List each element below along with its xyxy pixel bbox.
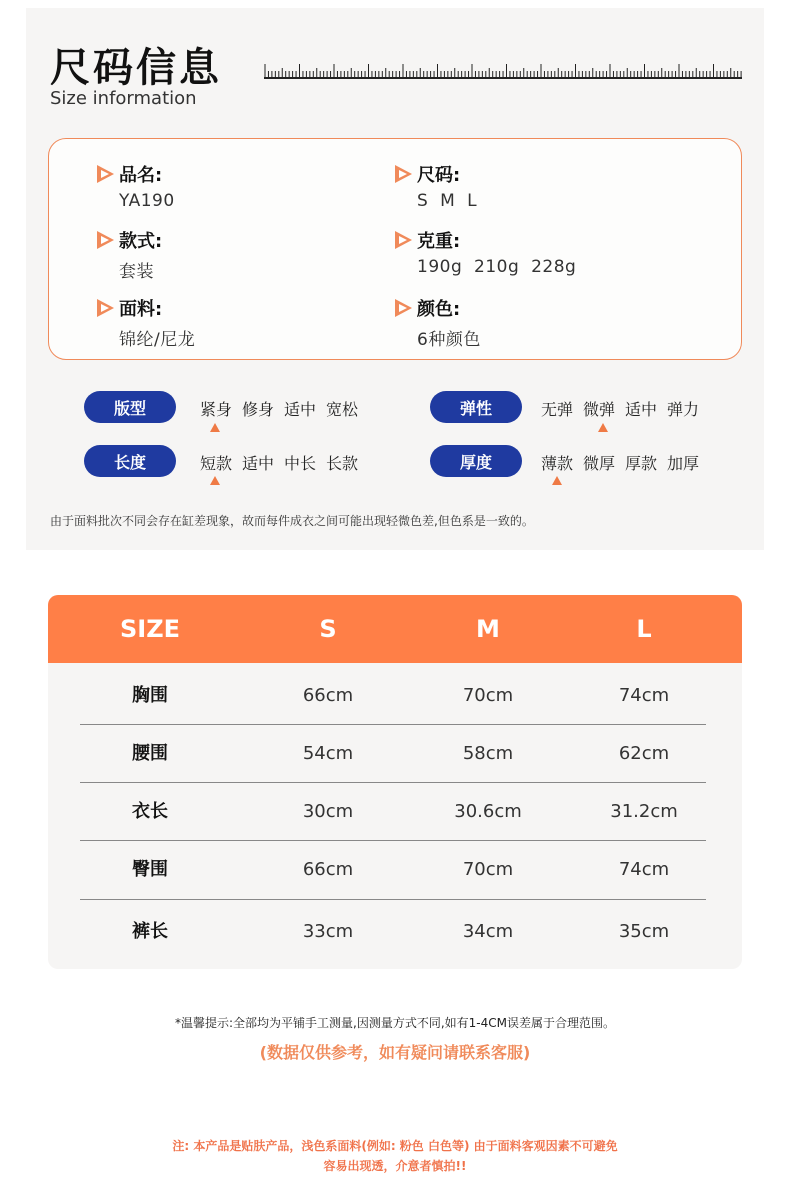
cell-m: 70cm — [462, 685, 514, 706]
info-fabric-label: 面料: — [119, 299, 163, 320]
size-table-header — [48, 595, 742, 663]
cell-s: 66cm — [302, 859, 354, 880]
product-info-box — [48, 138, 742, 360]
info-name — [95, 161, 175, 211]
info-color-value: 6种颜色 — [417, 330, 481, 350]
info-size-label: 尺码: — [417, 165, 461, 186]
info-weight-label: 克重: — [417, 231, 461, 252]
thickness-option: 微厚 — [583, 454, 616, 473]
info-color-label: 颜色: — [417, 299, 461, 320]
play-arrow-icon — [95, 298, 115, 318]
header-s: S — [319, 615, 337, 643]
cell-m: 70cm — [462, 859, 514, 880]
cell-l: 31.2cm — [610, 801, 678, 822]
warning-line-2: 容易出现透，介意者慎拍!! — [323, 1159, 467, 1173]
info-style — [95, 227, 162, 282]
play-arrow-icon — [393, 298, 413, 318]
thickness-selected-marker — [552, 476, 562, 485]
row-divider — [80, 899, 706, 900]
page-subtitle: Size information — [50, 88, 197, 109]
play-arrow-icon — [393, 164, 413, 184]
row-label: 腰围 — [132, 743, 168, 764]
cell-m: 30.6cm — [454, 801, 522, 822]
info-size-value: S M L — [417, 191, 478, 211]
elasticity-pill: 弹性 — [430, 391, 522, 423]
batch-color-note: 由于面料批次不同会存在缸差现象，故而每件成衣之间可能出现轻微色差,但色系是一致的。 — [50, 514, 534, 528]
header-l: L — [636, 615, 652, 643]
length-options — [200, 451, 368, 474]
fit-option: 修身 — [242, 400, 275, 419]
elasticity-option: 无弹 — [541, 400, 574, 419]
elasticity-option: 微弹 — [583, 400, 616, 419]
elasticity-options — [541, 397, 709, 420]
info-style-label: 款式: — [119, 231, 163, 252]
length-option: 短款 — [200, 454, 233, 473]
row-label: 臀围 — [132, 859, 168, 880]
cell-l: 35cm — [618, 921, 670, 942]
transparency-warning — [0, 1136, 790, 1176]
row-label: 裤长 — [132, 921, 168, 942]
length-pill: 长度 — [84, 445, 176, 477]
cell-s: 30cm — [302, 801, 354, 822]
length-option: 中长 — [284, 454, 317, 473]
play-arrow-icon — [95, 230, 115, 250]
page-title: 尺码信息 — [50, 45, 222, 91]
fit-selected-marker — [210, 423, 220, 432]
cell-l: 74cm — [618, 859, 670, 880]
table-row — [48, 783, 742, 841]
cell-s: 54cm — [302, 743, 354, 764]
info-weight-value: 190g 210g 228g — [417, 257, 577, 277]
thickness-option: 加厚 — [667, 454, 700, 473]
row-label: 衣长 — [132, 801, 168, 822]
elasticity-selected-marker — [598, 423, 608, 432]
fit-option: 适中 — [284, 400, 317, 419]
thickness-pill: 厚度 — [430, 445, 522, 477]
warning-line-1: 注: 本产品是贴肤产品，浅色系面料(例如: 粉色 白色等) 由于面料客观因素不可避免 — [172, 1139, 618, 1153]
length-option: 长款 — [326, 454, 359, 473]
info-fabric — [95, 295, 195, 350]
fit-option: 紧身 — [200, 400, 233, 419]
elasticity-option: 适中 — [625, 400, 658, 419]
info-color — [393, 295, 481, 350]
measurement-tip: *温馨提示:全部均为平铺手工测量,因测量方式不同,如有1-4CM误差属于合理范围。 — [174, 1016, 615, 1030]
cell-s: 33cm — [302, 921, 354, 942]
header-size: SIZE — [119, 615, 181, 643]
cell-l: 62cm — [618, 743, 670, 764]
fit-option: 宽松 — [326, 400, 359, 419]
table-row — [48, 841, 742, 899]
info-fabric-value: 锦纶/尼龙 — [119, 330, 196, 350]
cell-s: 66cm — [302, 685, 354, 706]
cell-m: 58cm — [462, 743, 514, 764]
reference-note: (数据仅供参考，如有疑问请联系客服) — [259, 1043, 531, 1062]
table-row — [48, 725, 742, 783]
length-option: 适中 — [242, 454, 275, 473]
info-weight — [393, 227, 576, 277]
cell-l: 74cm — [618, 685, 670, 706]
info-name-value: YA190 — [119, 191, 175, 211]
elasticity-option: 弹力 — [667, 400, 700, 419]
length-selected-marker — [210, 476, 220, 485]
size-table — [48, 595, 742, 969]
thickness-option: 薄款 — [541, 454, 574, 473]
play-arrow-icon — [393, 230, 413, 250]
thickness-options — [541, 451, 709, 474]
info-style-value: 套装 — [119, 262, 154, 282]
play-arrow-icon — [95, 164, 115, 184]
fit-options — [200, 397, 368, 420]
thickness-option: 厚款 — [625, 454, 658, 473]
table-row — [48, 903, 742, 961]
info-size — [393, 161, 477, 211]
info-name-label: 品名: — [119, 165, 163, 186]
table-row — [48, 667, 742, 725]
header-m: M — [476, 615, 500, 643]
fit-pill: 版型 — [84, 391, 176, 423]
row-label: 胸围 — [132, 685, 168, 706]
cell-m: 34cm — [462, 921, 514, 942]
ruler-decoration — [264, 62, 742, 80]
